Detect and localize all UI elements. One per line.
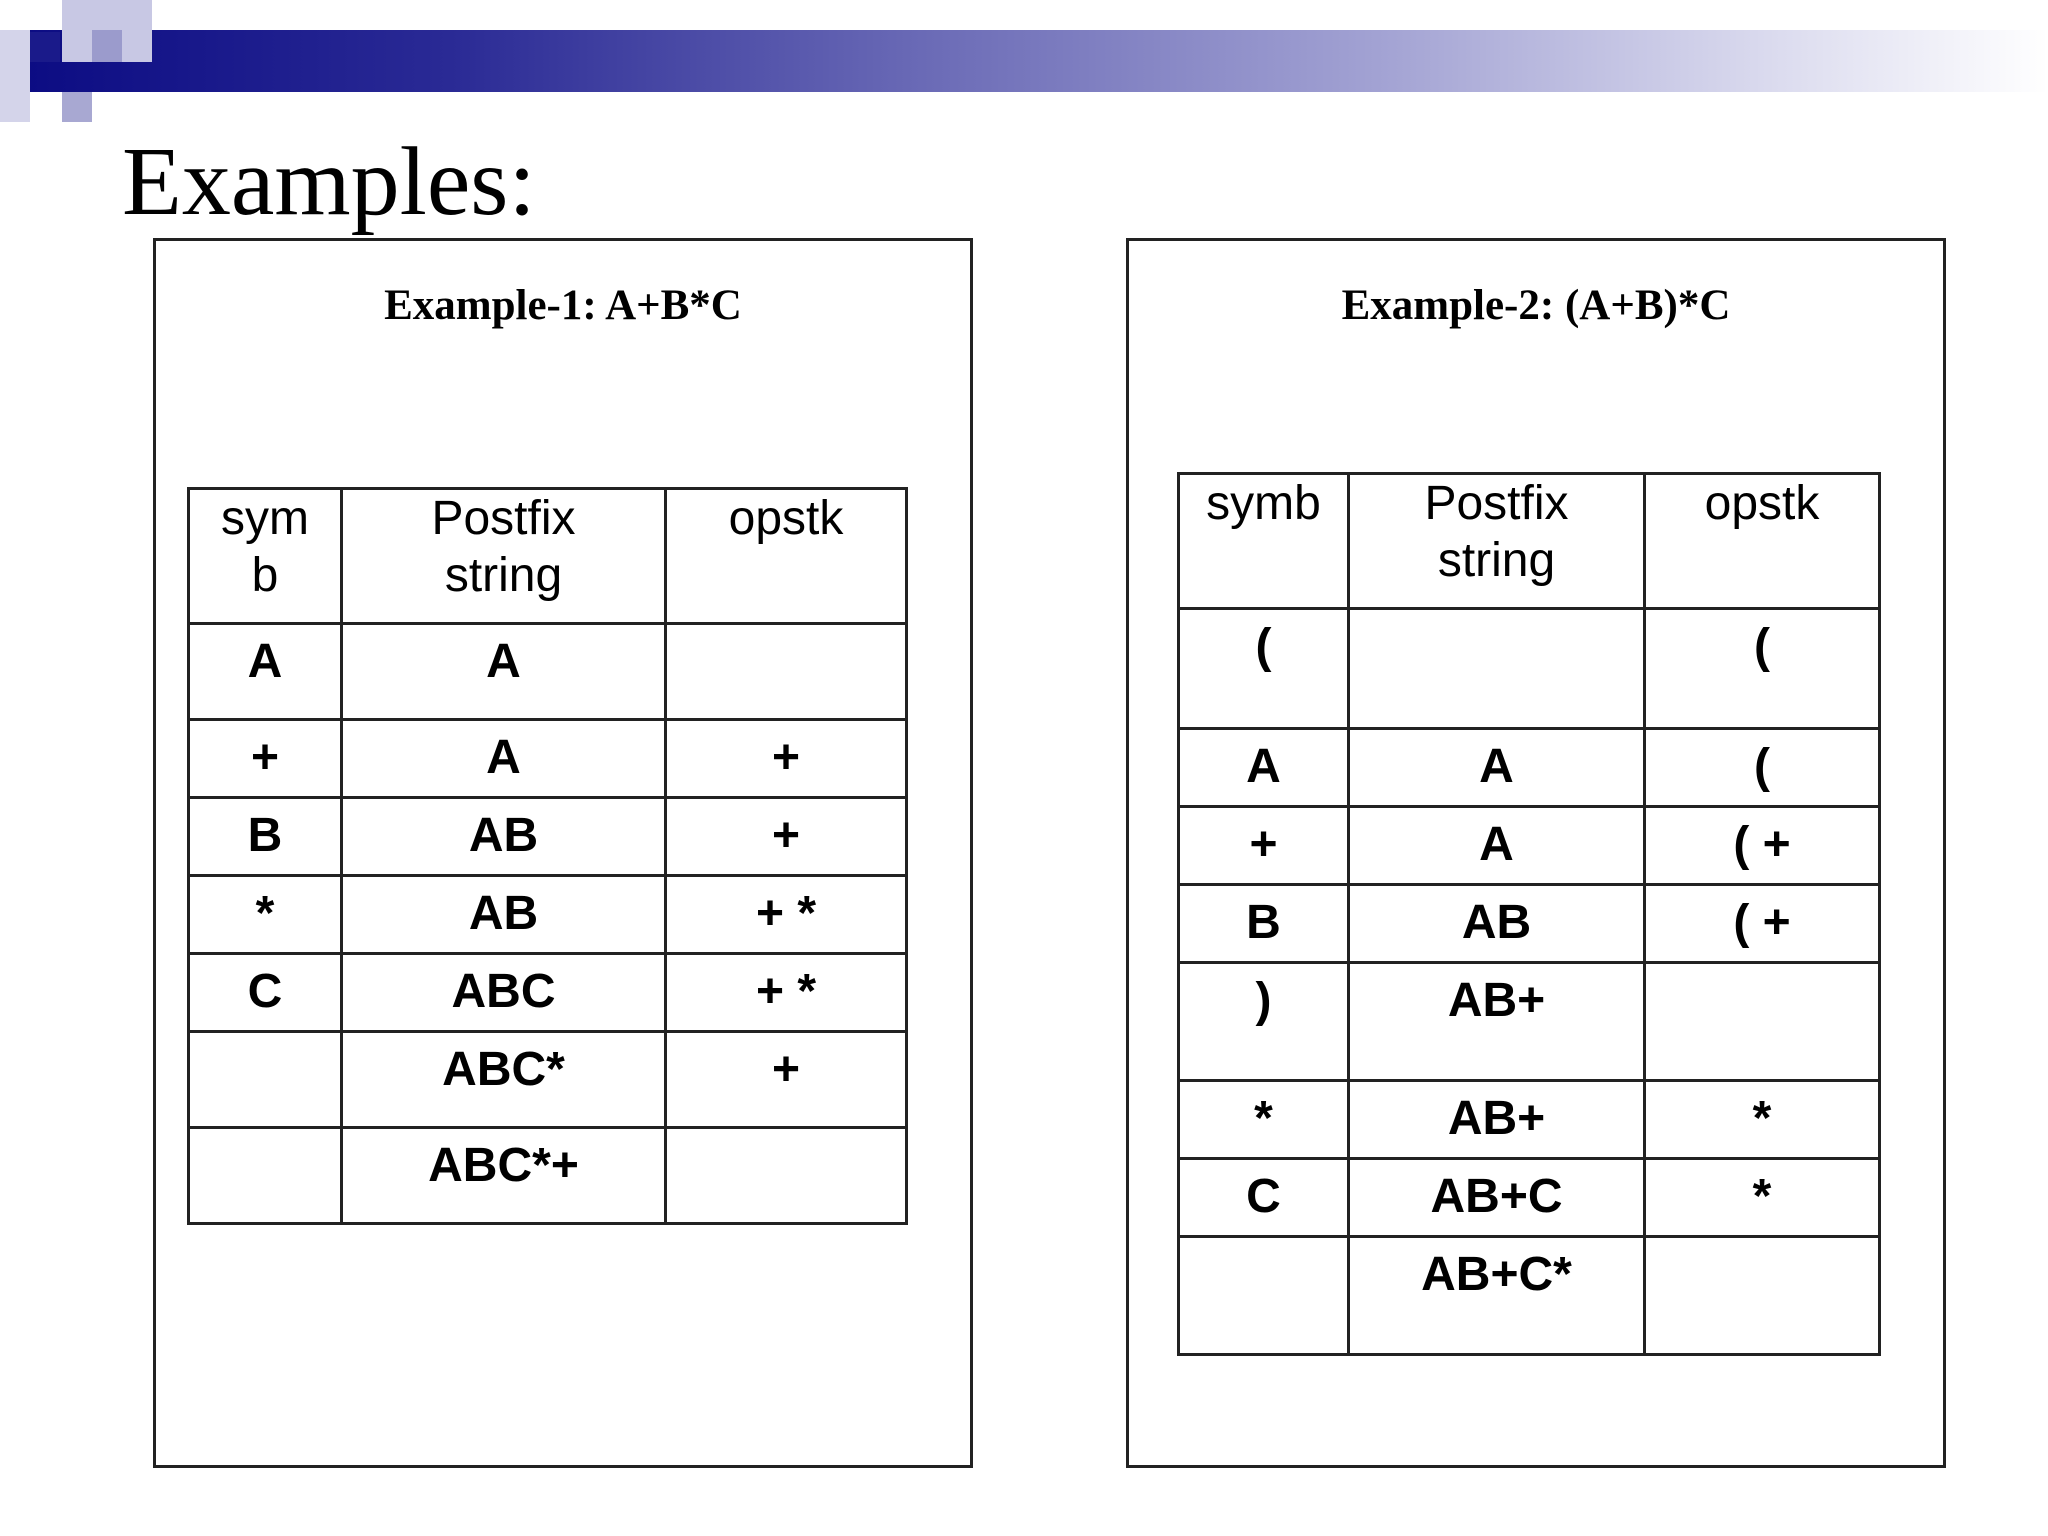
table-cell: ABC	[342, 954, 666, 1032]
table-cell: +	[666, 720, 907, 798]
column-header-line: Postfix	[431, 492, 576, 545]
table-cell: +	[189, 720, 342, 798]
table-cell	[666, 1128, 907, 1224]
table-cell: AB	[1349, 885, 1645, 963]
table-cell: (	[1645, 729, 1880, 807]
table-row	[1179, 807, 1880, 885]
table-cell: C	[189, 954, 342, 1032]
table-cell: ABC*	[342, 1032, 666, 1128]
table-cell: AB+	[1349, 963, 1645, 1081]
table-row	[1179, 885, 1880, 963]
table-row	[189, 798, 907, 876]
table-cell: A	[1349, 807, 1645, 885]
table-row	[1179, 963, 1880, 1081]
decor-square-light-left	[0, 30, 30, 122]
table-cell: B	[189, 798, 342, 876]
column-header-line: Postfix	[1424, 477, 1569, 530]
column-header-line: opstk	[728, 492, 844, 545]
decor-square-bottom	[62, 92, 92, 122]
column-header	[666, 489, 907, 624]
table-cell	[1645, 1237, 1880, 1355]
column-header-line: string	[444, 549, 563, 602]
table-cell: AB	[342, 798, 666, 876]
table-cell: + *	[666, 954, 907, 1032]
table-cell	[1645, 963, 1880, 1081]
table-row	[1179, 729, 1880, 807]
table-cell: )	[1179, 963, 1349, 1081]
decor-square-mid	[92, 30, 122, 62]
table-cell: AB	[342, 876, 666, 954]
slide-title: Examples:	[122, 128, 536, 236]
table-row	[1179, 1081, 1880, 1159]
example-1-heading: Example-1: A+B*C	[384, 282, 742, 329]
table-cell	[666, 624, 907, 720]
table-cell	[189, 1032, 342, 1128]
table-cell: AB+C	[1349, 1159, 1645, 1237]
table-cell: *	[1645, 1159, 1880, 1237]
table-row	[189, 720, 907, 798]
table-cell: (	[1179, 609, 1349, 729]
table-row	[189, 954, 907, 1032]
column-header-line: sym	[221, 492, 309, 545]
table-row	[189, 1128, 907, 1224]
table-row	[1179, 609, 1880, 729]
column-header-line: string	[1437, 534, 1556, 587]
table-cell	[1179, 1237, 1349, 1355]
table-cell: *	[189, 876, 342, 954]
header-row	[189, 489, 907, 624]
table-row	[1179, 1237, 1880, 1355]
table-cell	[189, 1128, 342, 1224]
table-cell: +	[666, 798, 907, 876]
table-cell: A	[1179, 729, 1349, 807]
table-row	[1179, 1159, 1880, 1237]
table-cell: A	[342, 624, 666, 720]
table-cell: B	[1179, 885, 1349, 963]
column-header-line: symb	[1206, 477, 1321, 530]
table-cell: ( +	[1645, 885, 1880, 963]
table-row	[189, 876, 907, 954]
column-header	[1645, 474, 1880, 609]
column-header	[1179, 474, 1349, 609]
table-cell: +	[666, 1032, 907, 1128]
column-header-line: opstk	[1704, 477, 1820, 530]
example-1-table	[187, 487, 908, 1225]
table-cell: ABC*+	[342, 1128, 666, 1224]
table-row	[189, 624, 907, 720]
table-cell	[1349, 609, 1645, 729]
table-cell: A	[342, 720, 666, 798]
table-cell: +	[1179, 807, 1349, 885]
table-cell: AB+	[1349, 1081, 1645, 1159]
table-cell: C	[1179, 1159, 1349, 1237]
table-cell: *	[1179, 1081, 1349, 1159]
column-header	[1349, 474, 1645, 609]
table-cell: A	[189, 624, 342, 720]
column-header-line: b	[251, 549, 279, 602]
table-cell: ( +	[1645, 807, 1880, 885]
column-header	[342, 489, 666, 624]
header-row	[1179, 474, 1880, 609]
column-header	[189, 489, 342, 624]
title-banner	[0, 30, 2048, 92]
table-row	[189, 1032, 907, 1128]
table-cell: A	[1349, 729, 1645, 807]
table-cell: + *	[666, 876, 907, 954]
decor-square-dark	[30, 32, 60, 62]
table-cell: (	[1645, 609, 1880, 729]
example-2-heading: Example-2: (A+B)*C	[1341, 282, 1731, 329]
table-cell: AB+C*	[1349, 1237, 1645, 1355]
table-cell: *	[1645, 1081, 1880, 1159]
example-2-table	[1177, 472, 1881, 1356]
